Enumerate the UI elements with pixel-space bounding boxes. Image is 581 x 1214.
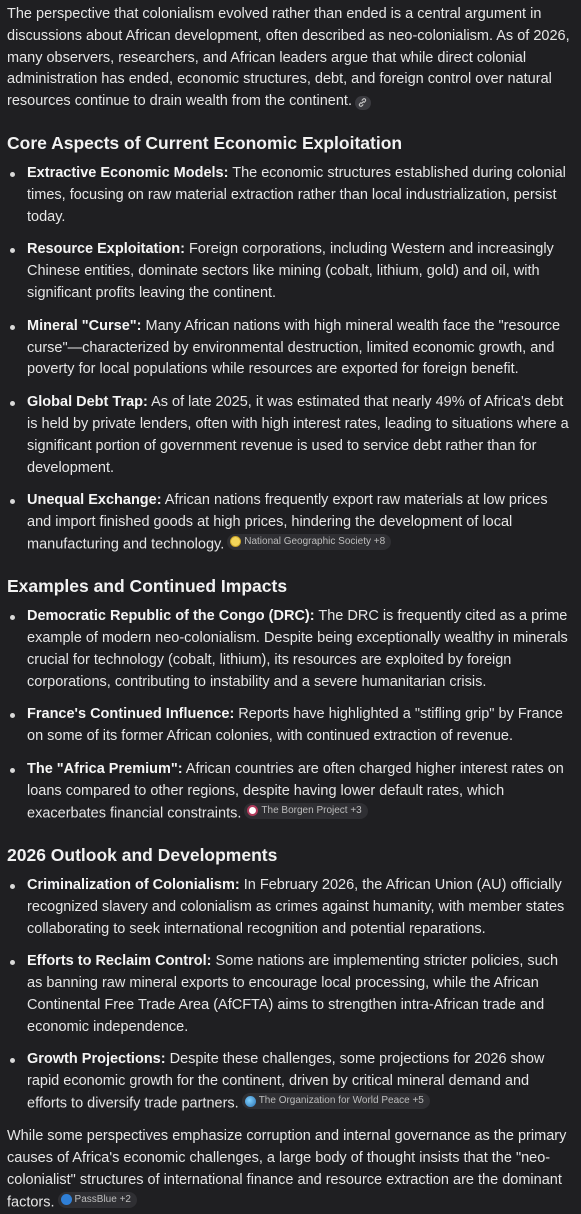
core-aspects-list bbox=[7, 163, 571, 556]
link-icon[interactable] bbox=[355, 96, 371, 110]
list-item bbox=[7, 759, 571, 825]
outlook-list bbox=[7, 875, 571, 1115]
item-text: In February 2026, the African Union (AU) officially recognized slavery and colonialism as crimes against humanity, with member states collaborating to seek international recognition and potential reparations. bbox=[27, 876, 565, 937]
item-text: Many African nations with high mineral wealth face the "resource curse"—characterized by environmental destruction, limited economic growth, and poverty for local populations while resources are exported for foreign benefit. bbox=[27, 317, 561, 378]
list-item bbox=[7, 951, 571, 1038]
source-chip[interactable] bbox=[227, 534, 391, 550]
item-term: Efforts to Reclaim Control: bbox=[27, 953, 212, 970]
item-term: Resource Exploitation: bbox=[27, 241, 185, 258]
section-heading-outlook: 2026 Outlook and Developments bbox=[7, 844, 278, 865]
list-item bbox=[7, 392, 571, 479]
item-text: African nations frequently export raw materials at low prices and import finished goods at high prices, hindering the development of local manufacturing and technology. bbox=[27, 492, 548, 553]
item-text: The DRC is frequently cited as a prime example of modern neo-colonialism. Despite being exceptionally wealthy in minerals crucial for technology (cobalt, lithium), its resources are exploited by foreign corporations, contributing to instability and a severe humanitarian crisis. bbox=[27, 608, 568, 690]
item-text: Despite these challenges, some projections for 2026 show rapid economic growth for the continent, driven by critical mineral demand and efforts to diversify trade partners. bbox=[27, 1051, 545, 1112]
source-chip[interactable] bbox=[244, 803, 367, 819]
item-term: Criminalization of Colonialism: bbox=[27, 876, 240, 893]
section-heading-examples: Examples and Continued Impacts bbox=[7, 576, 288, 597]
list-item bbox=[7, 163, 571, 228]
source-chip-label: PassBlue +2 bbox=[74, 1193, 131, 1205]
national-geographic-icon bbox=[230, 536, 241, 547]
list-item bbox=[7, 316, 571, 381]
list-item bbox=[7, 1049, 571, 1115]
borgen-project-icon bbox=[247, 805, 258, 816]
source-chip-label: National Geographic Society +8 bbox=[244, 535, 386, 547]
source-chip[interactable] bbox=[242, 1093, 430, 1109]
closing-paragraph bbox=[7, 1126, 571, 1214]
closing-text: While some perspectives emphasize corruption and internal governance as the primary causes of Africa's economic challenges, a large body of thought insists that the "neo-colonialist" structures of international finance and resource extraction are the dominant factors. bbox=[7, 1128, 567, 1211]
item-term: France's Continued Influence: bbox=[27, 706, 235, 723]
item-term: Global Debt Trap: bbox=[27, 394, 148, 411]
world-peace-org-icon bbox=[245, 1096, 256, 1107]
intro-paragraph bbox=[7, 4, 571, 113]
examples-list bbox=[7, 606, 571, 825]
source-chip-label: The Organization for World Peace +5 bbox=[258, 1095, 424, 1107]
section-heading-core-aspects: Core Aspects of Current Economic Exploitation bbox=[7, 132, 403, 153]
intro-text: The perspective that colonialism evolved rather than ended is a central argument in discussions about African development, often described as neo-colonialism. As of 2026, many observers, researchers, and African leaders argue that while direct colonial administration has ended, economic structures, debt, and foreign control over natural resources continue to drain wealth from the continent. bbox=[7, 6, 570, 110]
item-term: Extractive Economic Models: bbox=[27, 164, 229, 181]
item-text: Some nations are implementing stricter policies, such as banning raw mineral exports to encourage local processing, while the African Continental Free Trade Area (AfCFTA) aims to strengthen intra-African trade and economic independence. bbox=[27, 953, 559, 1035]
item-text: Foreign corporations, including Western and increasingly Chinese entities, dominate sectors like mining (cobalt, lithium, gold) and oil, with significant profits leaving the continent. bbox=[27, 241, 554, 301]
item-term: Mineral "Curse": bbox=[27, 317, 142, 334]
item-text: Reports have highlighted a "stifling grip" by France on some of its former African colonies, with continued extraction of revenue. bbox=[27, 706, 563, 745]
list-item bbox=[7, 606, 571, 693]
item-term: Growth Projections: bbox=[27, 1051, 166, 1068]
list-item bbox=[7, 704, 571, 748]
list-item bbox=[7, 875, 571, 940]
source-chip-label: The Borgen Project +3 bbox=[261, 804, 362, 816]
list-item bbox=[7, 239, 571, 304]
list-item bbox=[7, 490, 571, 556]
item-term: Unequal Exchange: bbox=[27, 492, 162, 509]
item-term: Democratic Republic of the Congo (DRC): bbox=[27, 608, 315, 625]
item-text: As of late 2025, it was estimated that nearly 49% of Africa's debt is held by private lenders, often with high interest rates, leading to situations where a significant portion of government revenue is used to service debt rather than for development. bbox=[27, 394, 569, 476]
item-text: The economic structures established during colonial times, focusing on raw material extraction rather than local industrialization, persist today. bbox=[27, 164, 566, 225]
item-term: The "Africa Premium": bbox=[27, 761, 183, 778]
item-text: African countries are often charged higher interest rates on loans compared to other regions, despite having lower default rates, which exacerbates financial constraints. bbox=[27, 761, 564, 822]
